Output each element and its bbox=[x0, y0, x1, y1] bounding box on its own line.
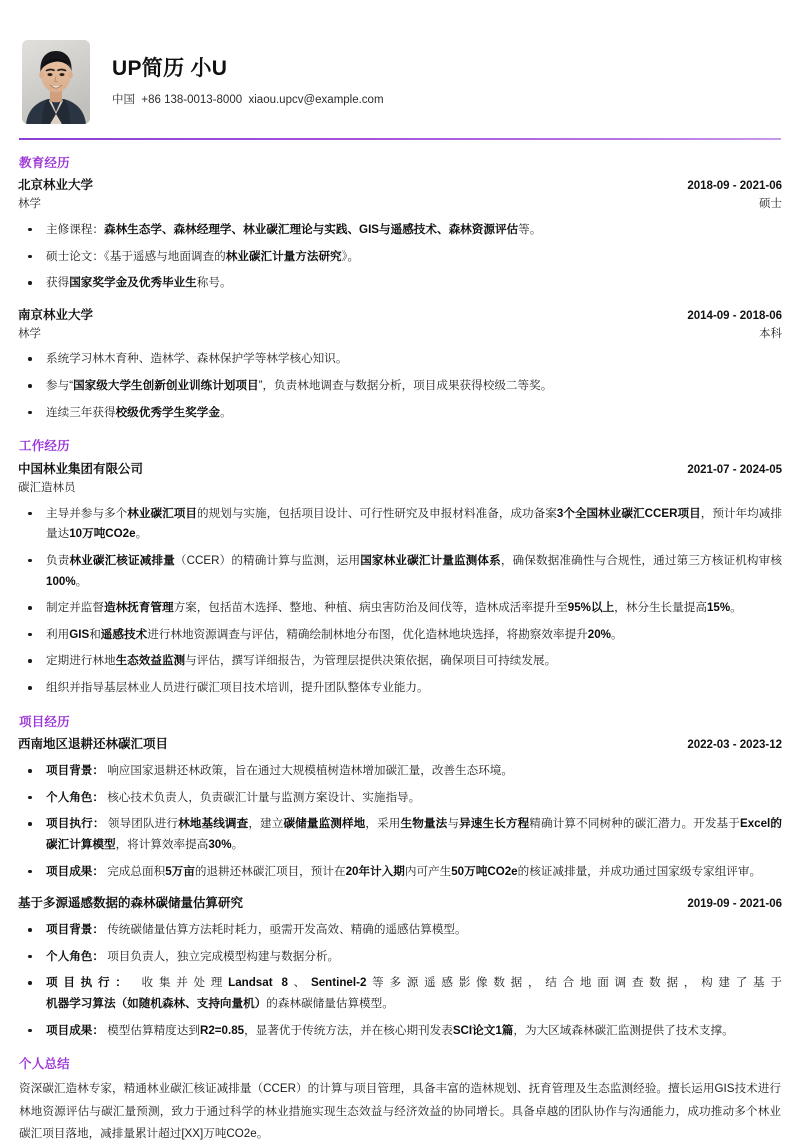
resume-header bbox=[18, 0, 782, 138]
education-major: 林学 bbox=[18, 327, 41, 340]
section-work bbox=[18, 437, 782, 698]
list-item: 主修课程：森林生态学、森林经理学、林业碳汇理论与实践、GIS与遥感技术、森林资源评估等。 bbox=[18, 220, 782, 241]
list-item: 利用GIS和遥感技术进行林地资源调查与评估，精确绘制林地分布图，优化造林地块选择，将勘察效率提升20%。 bbox=[18, 625, 782, 646]
entry-sub-row bbox=[18, 480, 782, 498]
entry-heading-row bbox=[18, 460, 782, 480]
project-date: 2022-03 - 2023-12 bbox=[687, 739, 782, 752]
section-title-projects: 项目经历 bbox=[19, 714, 70, 729]
list-item: 硕士论文：《基于遥感与地面调查的林业碳汇计量方法研究》。 bbox=[18, 247, 782, 268]
list-item: 负责林业碳汇核证减排量（CCER）的精确计算与监测，运用国家林业碳汇计量监测体系，确保数据准确性与合规性，通过第三方核证机构审核100%。 bbox=[18, 551, 782, 592]
list-item: 项目成果： 模型估算精度达到R2=0.85，显著优于传统方法，并在核心期刊发表SCI论文1篇，为大区域森林碳汇监测提供了技术支撑。 bbox=[18, 1021, 782, 1042]
school-name: 南京林业大学 bbox=[18, 307, 94, 322]
header-divider bbox=[19, 138, 781, 140]
list-item: 个人角色： 核心技术负责人，负责碳汇计量与监测方案设计、实施指导。 bbox=[18, 788, 782, 809]
list-item: 主导并参与多个林业碳汇项目的规划与实施，包括项目设计、可行性研究及申报材料准备，成功备案3个全国林业碳汇CCER项目，预计年均减排量达10万吨CO2e。 bbox=[18, 504, 782, 545]
education-0-bullet-list bbox=[18, 220, 782, 294]
school-name: 北京林业大学 bbox=[18, 178, 94, 193]
summary-text: 资深碳汇造林专家，精通林业碳汇核证减排量（CCER）的计算与项目管理，具备丰富的造林规划、抚育管理及生态监测经验。擅长运用GIS技术进行林地资源评估与碳汇量预测，致力于通过科学的林业措施实现生态效益与经济效益的协同增长。具备卓越的团队协作与沟通能力，成功推动多个林业碳汇项目落地，减排量累计超过[XX]万吨CO2e。 bbox=[19, 1082, 781, 1141]
project-0-bullet-list bbox=[18, 761, 782, 882]
section-title-education: 教育经历 bbox=[19, 155, 70, 170]
list-item: 项目背景： 传统碳储量估算方法耗时耗力，亟需开发高效、精确的遥感估算模型。 bbox=[18, 920, 782, 941]
education-date: 2014-09 - 2018-06 bbox=[687, 309, 782, 322]
list-item: 连续三年获得校级优秀学生奖学金。 bbox=[18, 403, 782, 424]
entry-heading-row bbox=[18, 306, 782, 326]
list-item: 制定并监督造林抚育管理方案，包括苗木选择、整地、种植、病虫害防治及间伐等，造林成活率提升至95%以上，林分生长量提高15%。 bbox=[18, 598, 782, 619]
education-date: 2018-09 - 2021-06 bbox=[687, 180, 782, 193]
list-item: 系统学习林木育种、造林学、森林保护学等林学核心知识。 bbox=[18, 349, 782, 370]
list-item: 定期进行林地生态效益监测与评估，撰写详细报告，为管理层提供决策依据，确保项目可持续发展。 bbox=[18, 651, 782, 672]
project-name: 基于多源遥感数据的森林碳储量估算研究 bbox=[18, 896, 244, 911]
education-1-bullet-list bbox=[18, 349, 782, 423]
project-entry bbox=[18, 735, 782, 882]
identity-block bbox=[112, 56, 384, 108]
job-title: 碳汇造林员 bbox=[18, 481, 76, 494]
section-title-work: 工作经历 bbox=[19, 439, 70, 454]
page-title: UP简历 小U bbox=[112, 56, 228, 80]
section-education bbox=[18, 154, 782, 424]
education-degree: 本科 bbox=[759, 327, 782, 340]
section-title-summary: 个人总结 bbox=[19, 1057, 70, 1072]
portrait-photo-icon bbox=[22, 40, 90, 124]
work-0-bullet-list bbox=[18, 504, 782, 699]
work-entry bbox=[18, 460, 782, 699]
education-degree: 硕士 bbox=[759, 198, 782, 211]
list-item: 组织并指导基层林业人员进行碳汇项目技术培训，提升团队整体专业能力。 bbox=[18, 678, 782, 699]
contact-line: 中国 +86 138-0013-8000 xiaou.upcv@example.com bbox=[112, 94, 384, 107]
education-entry bbox=[18, 176, 782, 294]
entry-sub-row bbox=[18, 196, 782, 214]
entry-heading-row bbox=[18, 735, 782, 755]
list-item: 项目执行： 收集并处理Landsat 8、Sentinel-2等多源遥感影像数据，结合地面调查数据，构建了基于机器学习算法（如随机森林、支持向量机）的森林碳储量估算模型。 bbox=[18, 973, 782, 1014]
section-projects bbox=[18, 713, 782, 1042]
list-item: 参与“国家级大学生创新创业训练计划项目”，负责林地调查与数据分析，项目成果获得校级二等奖。 bbox=[18, 376, 782, 397]
resume-body bbox=[18, 154, 782, 1146]
project-name: 西南地区退耕还林碳汇项目 bbox=[18, 737, 169, 752]
project-entry bbox=[18, 894, 782, 1041]
education-entry bbox=[18, 306, 782, 424]
list-item: 项目成果： 完成总面积5万亩的退耕还林碳汇项目，预计在20年计入期内可产生50万吨CO2e的核证减排量，并成功通过国家级专家组评审。 bbox=[18, 862, 782, 883]
list-item: 项目执行： 领导团队进行林地基线调查，建立碳储量监测样地，采用生物量法与异速生长方程精确计算不同树种的碳汇潜力。开发基于Excel的碳汇计算模型，将计算效率提高30%。 bbox=[18, 814, 782, 855]
education-major: 林学 bbox=[18, 198, 41, 211]
entry-sub-row bbox=[18, 326, 782, 344]
company-name: 中国林业集团有限公司 bbox=[18, 462, 144, 476]
list-item: 获得国家奖学金及优秀毕业生称号。 bbox=[18, 273, 782, 294]
project-date: 2019-09 - 2021-06 bbox=[687, 898, 782, 911]
list-item: 个人角色： 项目负责人，独立完成模型构建与数据分析。 bbox=[18, 947, 782, 968]
section-summary bbox=[18, 1055, 782, 1146]
project-1-bullet-list bbox=[18, 920, 782, 1041]
avatar bbox=[22, 40, 90, 124]
list-item: 项目背景： 响应国家退耕还林政策，旨在通过大规模植树造林增加碳汇量，改善生态环境。 bbox=[18, 761, 782, 782]
entry-heading-row bbox=[18, 894, 782, 914]
entry-heading-row bbox=[18, 176, 782, 196]
work-date: 2021-07 - 2024-05 bbox=[687, 464, 782, 476]
